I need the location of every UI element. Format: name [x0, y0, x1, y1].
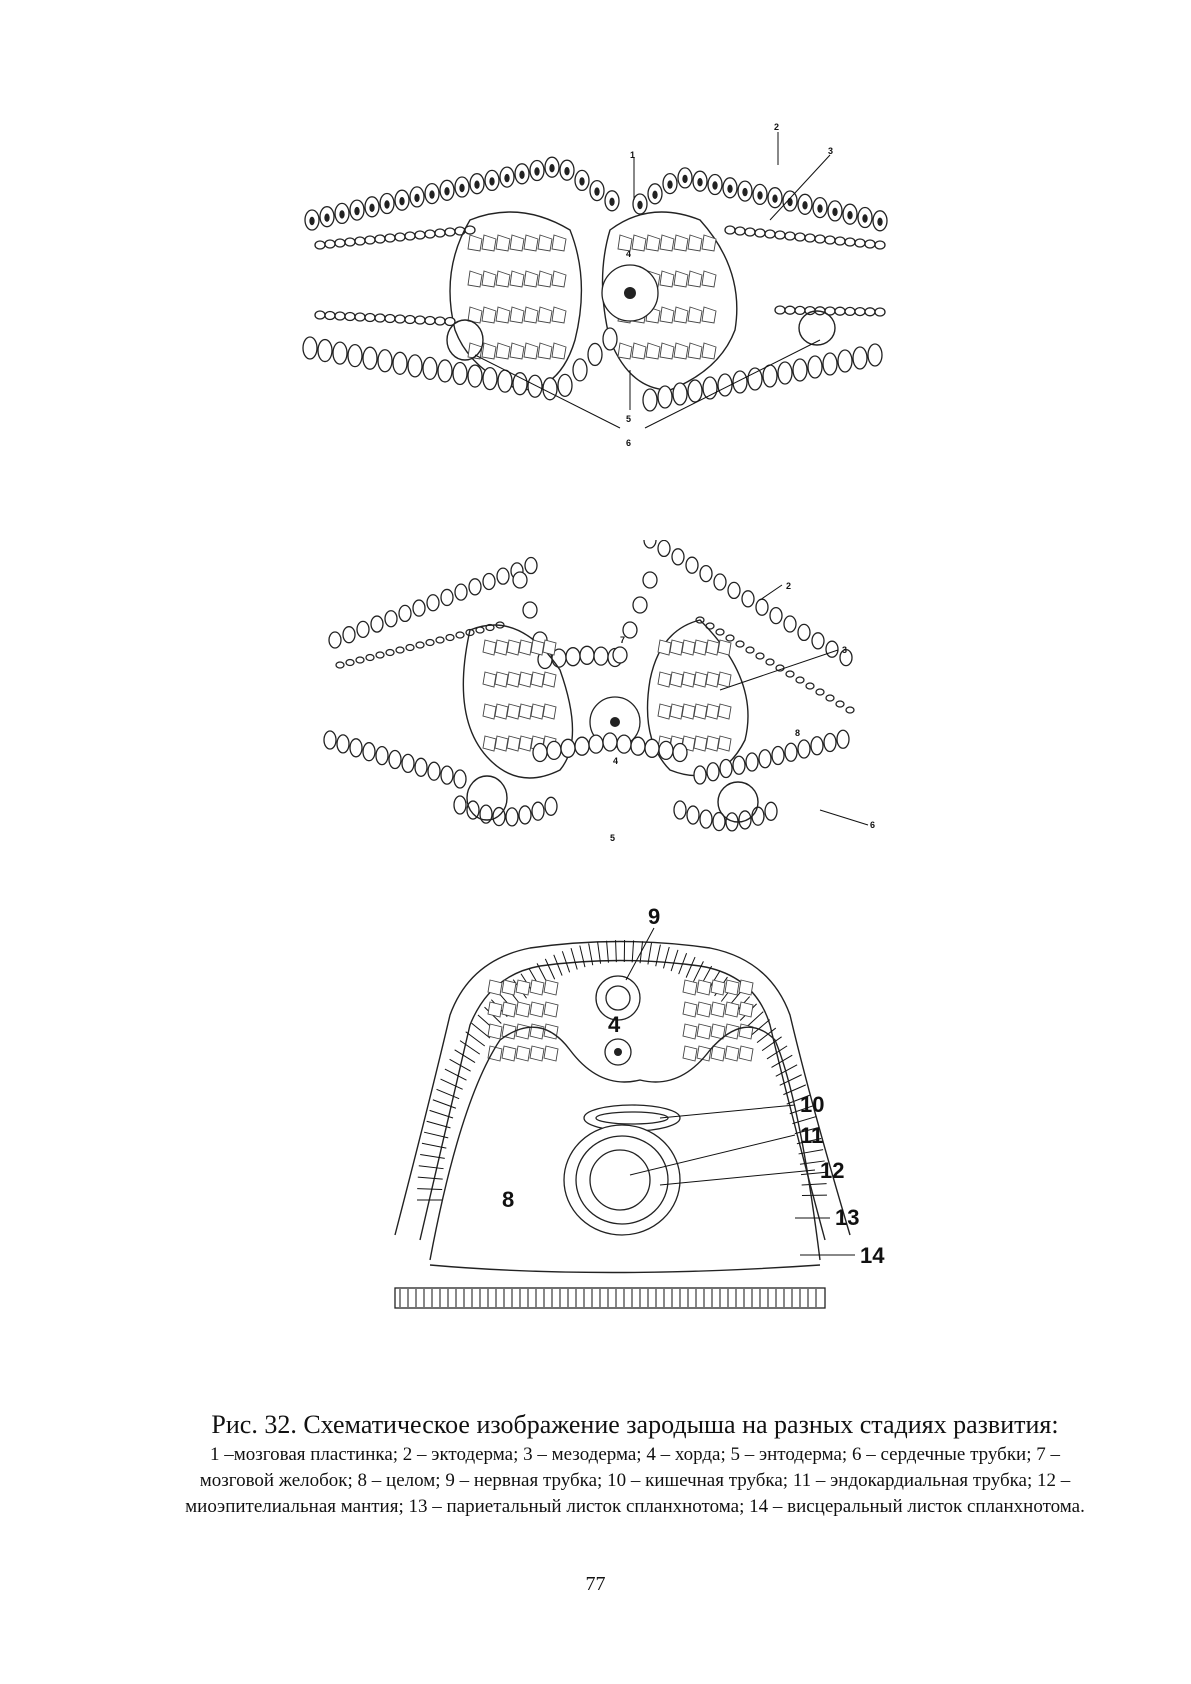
- stage3-diagram: [0, 900, 1191, 1320]
- stage3-label-9: 9: [648, 904, 661, 929]
- caption-title: Рис. 32. Схематическое изображение зародыша на разных стадиях развития:: [211, 1410, 1059, 1439]
- stage2-label-4: 4: [613, 756, 619, 766]
- stage2-ectoderm-row: [329, 540, 854, 713]
- stage3-label-13: 13: [835, 1205, 860, 1230]
- stage1-label-1: 1: [630, 150, 636, 160]
- stage1-notochord: [602, 265, 658, 321]
- stage2-label-7: 7: [620, 635, 626, 645]
- stage2-label-6: 6: [870, 820, 876, 830]
- stage1-label-5: 5: [626, 414, 632, 424]
- stage3-label-8: 8: [502, 1187, 515, 1212]
- stage2-label-2: 2: [786, 581, 792, 591]
- stage3-heart: [564, 1125, 680, 1235]
- stage2-label-8: 8: [795, 728, 801, 738]
- stage3-label-11: 11: [800, 1123, 824, 1148]
- figure-caption: [175, 1410, 1095, 1520]
- stage1-label-4: 4: [626, 249, 632, 259]
- stage1-endoderm-row: [303, 306, 885, 411]
- stage1-diagram: [0, 110, 1191, 470]
- stage3-notochord: [605, 1039, 631, 1065]
- stage3-label-12: 12: [820, 1158, 845, 1183]
- stage3-label-14: 14: [860, 1243, 885, 1268]
- stage1-label-6: 6: [626, 438, 632, 448]
- stage1-label-3: 3: [828, 146, 834, 156]
- stage2-endoderm-row: [324, 730, 849, 831]
- caption-legend: 1 –мозговая пластинка; 2 – эктодерма; 3 – мезодерма; 4 – хорда; 5 – энтодерма; 6 – сердечные трубки; 7 – мозговой желобок; 8 – целом; 9 – нервная трубка; 10 – кишечная трубка; 11 – эндокардиальная трубка; 12 – миоэпителиальная мантия; 13 – париетальный листок спланхнотома; 14 – висцеральный листок спланхнотома.: [185, 1444, 1085, 1517]
- stage3-visceral-layer: [430, 1265, 820, 1273]
- page-number: 77: [585, 1573, 606, 1595]
- stage3-label-4: 4: [608, 1012, 621, 1037]
- stage1-label-2: 2: [774, 122, 780, 132]
- stage2-label-5: 5: [610, 833, 616, 843]
- stage2-diagram: [0, 540, 1191, 900]
- stage2-label-3: 3: [842, 645, 848, 655]
- stage3-label-10: 10: [800, 1092, 825, 1117]
- stage1-ectoderm-row: [305, 157, 887, 249]
